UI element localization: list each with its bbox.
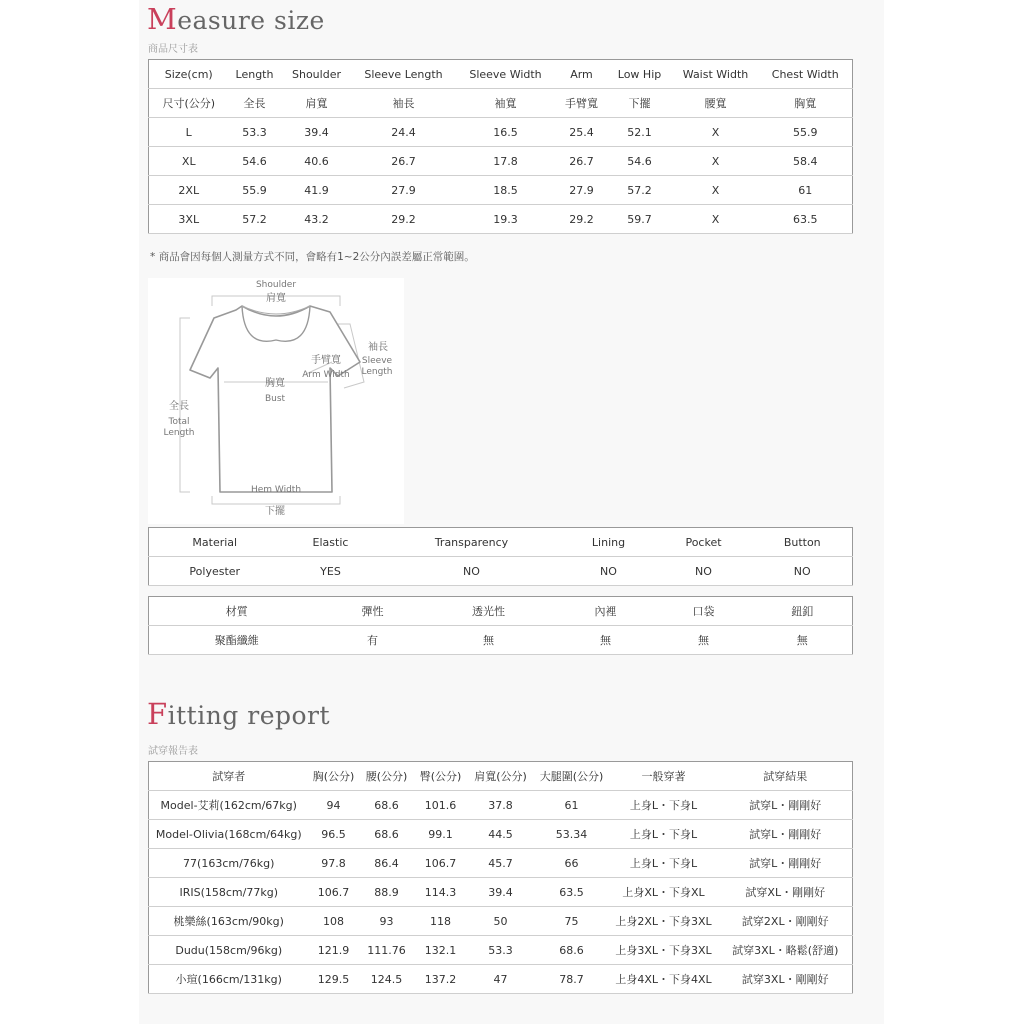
table-cell: 39.4 bbox=[281, 118, 353, 147]
table-cell: Polyester bbox=[149, 557, 281, 586]
table-cell: 口袋 bbox=[655, 597, 753, 626]
table-cell: 試穿3XL・剛剛好 bbox=[719, 965, 853, 994]
table-cell: Dudu(158cm/96kg) bbox=[149, 936, 309, 965]
table-cell: 試穿L・剛剛好 bbox=[719, 849, 853, 878]
diagram-total-en-2: Length bbox=[163, 428, 195, 438]
table-cell: 108 bbox=[309, 907, 359, 936]
table-cell: 54.6 bbox=[607, 147, 673, 176]
table-row bbox=[149, 597, 853, 626]
table-cell: 57.2 bbox=[229, 205, 281, 234]
table-cell: Pocket bbox=[655, 528, 753, 557]
table-cell: 55.9 bbox=[759, 118, 853, 147]
table-cell: 58.4 bbox=[759, 147, 853, 176]
table-row bbox=[149, 907, 853, 936]
material-table-cn bbox=[148, 596, 853, 655]
table-cell: NO bbox=[563, 557, 655, 586]
table-cell: NO bbox=[753, 557, 853, 586]
table-cell: 53.3 bbox=[229, 118, 281, 147]
table-cell: 68.6 bbox=[359, 791, 415, 820]
table-cell: 101.6 bbox=[415, 791, 467, 820]
table-cell: 2XL bbox=[149, 176, 229, 205]
table-cell: 胸寬 bbox=[759, 89, 853, 118]
diagram-arm-en: Arm Width bbox=[302, 370, 350, 380]
table-cell: 無 bbox=[557, 626, 655, 655]
table-cell: 無 bbox=[421, 626, 557, 655]
table-cell: Elastic bbox=[281, 528, 381, 557]
table-cell: 61 bbox=[759, 176, 853, 205]
diagram-sleeve-cn: 袖長 bbox=[368, 342, 388, 353]
diagram-sleeve-en-1: Sleeve bbox=[361, 356, 393, 366]
table-row bbox=[149, 557, 853, 586]
table-cell: 54.6 bbox=[229, 147, 281, 176]
table-cell: 88.9 bbox=[359, 878, 415, 907]
table-cell: Size(cm) bbox=[149, 60, 229, 89]
table-cell: 40.6 bbox=[281, 147, 353, 176]
table-cell: 肩寬(公分) bbox=[467, 762, 535, 791]
table-cell: 胸(公分) bbox=[309, 762, 359, 791]
table-cell: Sleeve Width bbox=[455, 60, 557, 89]
table-cell: Button bbox=[753, 528, 853, 557]
table-cell: X bbox=[673, 176, 759, 205]
table-cell: 27.9 bbox=[557, 176, 607, 205]
table-cell: 78.7 bbox=[535, 965, 609, 994]
measure-size-subtitle: 商品尺寸表 bbox=[148, 44, 198, 55]
table-cell: Arm bbox=[557, 60, 607, 89]
table-cell: 手臂寬 bbox=[557, 89, 607, 118]
table-cell: L bbox=[149, 118, 229, 147]
table-cell: 無 bbox=[655, 626, 753, 655]
material-table-en bbox=[148, 527, 853, 586]
table-cell: 試穿2XL・剛剛好 bbox=[719, 907, 853, 936]
table-cell: 無 bbox=[753, 626, 853, 655]
table-cell: 內裡 bbox=[557, 597, 655, 626]
table-cell: 16.5 bbox=[455, 118, 557, 147]
table-cell: XL bbox=[149, 147, 229, 176]
table-cell: 55.9 bbox=[229, 176, 281, 205]
table-cell: 53.3 bbox=[467, 936, 535, 965]
fitting-table bbox=[148, 761, 853, 994]
table-cell: 大腿圍(公分) bbox=[535, 762, 609, 791]
table-cell: Transparency bbox=[381, 528, 563, 557]
table-cell: 一般穿著 bbox=[609, 762, 719, 791]
table-row bbox=[149, 89, 853, 118]
table-cell: 小瑄(166cm/131kg) bbox=[149, 965, 309, 994]
table-cell: 鈕釦 bbox=[753, 597, 853, 626]
diagram-shoulder-en: Shoulder bbox=[255, 280, 297, 290]
diagram-bust-cn: 胸寬 bbox=[265, 378, 285, 389]
table-cell: 99.1 bbox=[415, 820, 467, 849]
table-cell: 上身XL・下身XL bbox=[609, 878, 719, 907]
table-cell: 試穿L・剛剛好 bbox=[719, 791, 853, 820]
table-cell: Shoulder bbox=[281, 60, 353, 89]
table-cell: 19.3 bbox=[455, 205, 557, 234]
diagram-shoulder-cn: 肩寬 bbox=[266, 293, 286, 304]
table-cell: 18.5 bbox=[455, 176, 557, 205]
table-cell: 59.7 bbox=[607, 205, 673, 234]
table-row bbox=[149, 849, 853, 878]
diagram-sleeve-en-2: Length bbox=[361, 367, 393, 377]
table-row bbox=[149, 762, 853, 791]
table-cell: 68.6 bbox=[359, 820, 415, 849]
table-cell: 118 bbox=[415, 907, 467, 936]
table-cell: 29.2 bbox=[557, 205, 607, 234]
table-cell: 37.8 bbox=[467, 791, 535, 820]
table-cell: 材質 bbox=[149, 597, 325, 626]
table-cell: 43.2 bbox=[281, 205, 353, 234]
table-cell: 袖寬 bbox=[455, 89, 557, 118]
table-cell: 41.9 bbox=[281, 176, 353, 205]
table-cell: 17.8 bbox=[455, 147, 557, 176]
table-cell: 86.4 bbox=[359, 849, 415, 878]
table-row bbox=[149, 791, 853, 820]
table-cell: 68.6 bbox=[535, 936, 609, 965]
table-cell: 袖長 bbox=[353, 89, 455, 118]
table-cell: 121.9 bbox=[309, 936, 359, 965]
table-cell: Length bbox=[229, 60, 281, 89]
table-cell: Waist Width bbox=[673, 60, 759, 89]
table-cell: 52.1 bbox=[607, 118, 673, 147]
table-row bbox=[149, 176, 853, 205]
table-cell: NO bbox=[655, 557, 753, 586]
table-cell: 有 bbox=[325, 626, 421, 655]
table-cell: 試穿XL・剛剛好 bbox=[719, 878, 853, 907]
table-cell: 29.2 bbox=[353, 205, 455, 234]
table-cell: 106.7 bbox=[415, 849, 467, 878]
table-row bbox=[149, 205, 853, 234]
table-row bbox=[149, 147, 853, 176]
table-cell: 114.3 bbox=[415, 878, 467, 907]
table-cell: 試穿結果 bbox=[719, 762, 853, 791]
fitting-report-title: Fitting report bbox=[147, 697, 331, 731]
table-cell: X bbox=[673, 118, 759, 147]
table-cell: IRIS(158cm/77kg) bbox=[149, 878, 309, 907]
table-cell: 61 bbox=[535, 791, 609, 820]
table-cell: 26.7 bbox=[557, 147, 607, 176]
table-cell: 53.34 bbox=[535, 820, 609, 849]
measure-size-title: Measure size bbox=[147, 2, 325, 36]
table-cell: 77(163cm/76kg) bbox=[149, 849, 309, 878]
table-row bbox=[149, 878, 853, 907]
table-cell: 137.2 bbox=[415, 965, 467, 994]
table-cell: 腰(公分) bbox=[359, 762, 415, 791]
table-cell: Sleeve Length bbox=[353, 60, 455, 89]
table-row bbox=[149, 936, 853, 965]
table-cell: 全長 bbox=[229, 89, 281, 118]
measurement-note: * 商品會因每個人測量方式不同，會略有1~2公分內誤差屬正常範圍。 bbox=[150, 251, 475, 263]
table-cell: 26.7 bbox=[353, 147, 455, 176]
table-cell: 66 bbox=[535, 849, 609, 878]
table-row bbox=[149, 626, 853, 655]
diagram-arm-cn: 手臂寬 bbox=[311, 355, 341, 366]
table-cell: X bbox=[673, 147, 759, 176]
table-cell: Low Hip bbox=[607, 60, 673, 89]
fitting-report-subtitle: 試穿報告表 bbox=[148, 746, 198, 757]
table-cell: Chest Width bbox=[759, 60, 853, 89]
table-cell: 臀(公分) bbox=[415, 762, 467, 791]
table-cell: 124.5 bbox=[359, 965, 415, 994]
diagram-total-en-1: Total bbox=[168, 417, 190, 427]
diagram-total-cn: 全長 bbox=[169, 401, 189, 412]
table-cell: 上身4XL・下身4XL bbox=[609, 965, 719, 994]
table-cell: NO bbox=[381, 557, 563, 586]
table-cell: 50 bbox=[467, 907, 535, 936]
table-cell: 透光性 bbox=[421, 597, 557, 626]
table-cell: 腰寬 bbox=[673, 89, 759, 118]
table-cell: 47 bbox=[467, 965, 535, 994]
table-cell: 聚酯纖維 bbox=[149, 626, 325, 655]
table-row bbox=[149, 965, 853, 994]
table-cell: 111.76 bbox=[359, 936, 415, 965]
table-cell: 106.7 bbox=[309, 878, 359, 907]
table-cell: 63.5 bbox=[759, 205, 853, 234]
garment-diagram bbox=[148, 278, 404, 524]
table-row bbox=[149, 820, 853, 849]
table-cell: X bbox=[673, 205, 759, 234]
table-cell: 彈性 bbox=[325, 597, 421, 626]
table-cell: Lining bbox=[563, 528, 655, 557]
table-row bbox=[149, 118, 853, 147]
table-row bbox=[149, 60, 853, 89]
table-cell: 27.9 bbox=[353, 176, 455, 205]
table-cell: 57.2 bbox=[607, 176, 673, 205]
table-cell: 試穿3XL・略鬆(舒適) bbox=[719, 936, 853, 965]
table-cell: Model-Olivia(168cm/64kg) bbox=[149, 820, 309, 849]
table-cell: 尺寸(公分) bbox=[149, 89, 229, 118]
table-cell: 25.4 bbox=[557, 118, 607, 147]
table-cell: 上身L・下身L bbox=[609, 849, 719, 878]
table-cell: 39.4 bbox=[467, 878, 535, 907]
table-cell: 44.5 bbox=[467, 820, 535, 849]
table-cell: 94 bbox=[309, 791, 359, 820]
table-cell: 132.1 bbox=[415, 936, 467, 965]
table-cell: 129.5 bbox=[309, 965, 359, 994]
table-cell: 63.5 bbox=[535, 878, 609, 907]
table-cell: 45.7 bbox=[467, 849, 535, 878]
table-cell: 上身3XL・下身3XL bbox=[609, 936, 719, 965]
table-cell: 試穿L・剛剛好 bbox=[719, 820, 853, 849]
table-cell: 3XL bbox=[149, 205, 229, 234]
table-cell: 下擺 bbox=[607, 89, 673, 118]
table-cell: 75 bbox=[535, 907, 609, 936]
size-table bbox=[148, 59, 853, 234]
table-cell: 96.5 bbox=[309, 820, 359, 849]
table-cell: Material bbox=[149, 528, 281, 557]
table-cell: 24.4 bbox=[353, 118, 455, 147]
table-row bbox=[149, 528, 853, 557]
table-cell: YES bbox=[281, 557, 381, 586]
tshirt-measure-illustration bbox=[148, 278, 404, 524]
diagram-bust-en: Bust bbox=[264, 394, 286, 404]
table-cell: 上身2XL・下身3XL bbox=[609, 907, 719, 936]
table-cell: 試穿者 bbox=[149, 762, 309, 791]
table-cell: Model-艾莉(162cm/67kg) bbox=[149, 791, 309, 820]
table-cell: 上身L・下身L bbox=[609, 820, 719, 849]
table-cell: 97.8 bbox=[309, 849, 359, 878]
diagram-hem-cn: 下擺 bbox=[265, 506, 285, 517]
table-cell: 93 bbox=[359, 907, 415, 936]
table-cell: 桃樂絲(163cm/90kg) bbox=[149, 907, 309, 936]
diagram-hem-en: Hem Width bbox=[250, 485, 302, 495]
table-cell: 肩寬 bbox=[281, 89, 353, 118]
table-cell: 上身L・下身L bbox=[609, 791, 719, 820]
